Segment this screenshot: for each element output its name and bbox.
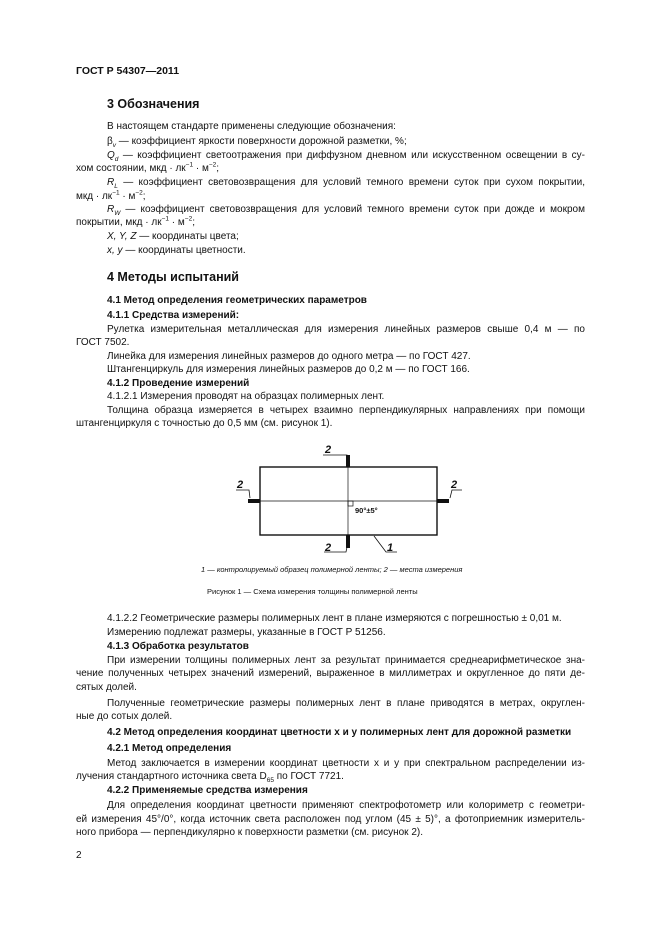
center-axis-lines bbox=[248, 455, 449, 548]
paragraph-4-1-2-1: 4.1.2.1 Измерения проводят на образцах полимерных лент. bbox=[107, 391, 385, 402]
page-number: 2 bbox=[76, 850, 82, 861]
paragraph-4-1-2-2: 4.1.2.2 Геометрические размеры полимерных лент в плане измеряются с погрешностью ± 0,01 м. bbox=[107, 613, 562, 624]
symbol-rw-line-1: $R_W$ — коэффициент световозвращения для условий темного времени суток при дожде и мокром bbox=[107, 204, 585, 217]
section-4-title: 4 Методы испытаний bbox=[107, 270, 239, 284]
label-1-bottom: 1 bbox=[387, 542, 394, 554]
paragraph-ruler-line-2: ГОСТ 7502. bbox=[76, 337, 130, 348]
paragraph-ruler-line-1: Рулетка измерительная металлическая для измерения линейных размеров свыше 0,4 м — по bbox=[107, 324, 585, 335]
symbol-xyz-line: X, Y, Z — координаты цвета; bbox=[107, 231, 239, 242]
section-3-title: 3 Обозначения bbox=[107, 97, 200, 111]
label-2-right: 2 bbox=[451, 479, 458, 491]
subsection-4-1-2: 4.1.2 Проведение измерений bbox=[107, 378, 250, 389]
label-2-left: 2 bbox=[237, 479, 244, 491]
paragraph-thickness-line-1: Толщина образца измеряется в четырех взаимно перпендикулярных направлениях при помощи bbox=[107, 405, 585, 416]
symbol-rl-line-1: $R_L$ — коэффициент световозвращения для условий темного времени суток при сухом покрытии, bbox=[107, 177, 585, 190]
section-3-intro: В настоящем стандарте применены следующие обозначения: bbox=[107, 121, 396, 132]
angle-label: 90°±5° bbox=[355, 506, 378, 515]
paragraph-average-line-1: При измерении толщины полимерных лент за результат принимается среднеарифметическое зна- bbox=[107, 655, 585, 666]
symbol-qd-line-1: $Q_d$ — коэффициент светоотражения при диффузном дневном или искусственном освещении в су- bbox=[107, 150, 585, 163]
paragraph-dimensions: Измерению подлежат размеры, указанные в ГОСТ Р 51256. bbox=[107, 627, 386, 638]
symbol-rl-line-2: мкд · $лк^{-1} \cdot м^{-2}$; bbox=[76, 189, 146, 202]
document-id: ГОСТ Р 54307—2011 bbox=[76, 65, 180, 77]
paragraph-method-line-2: лучения стандартного источника света $D_{65}$ по ГОСТ 7721. bbox=[76, 771, 344, 784]
paragraph-instruments-line-1: Для определения координат цветности применяют спектрофотометр или колориметр с геометри- bbox=[107, 800, 585, 811]
symbol-xy-line: x, y — координаты цветности. bbox=[107, 245, 246, 256]
paragraph-rounding-line-1: Полученные геометрические размеры полимерных лент в плане приводятся в метрах, округлен- bbox=[107, 698, 585, 709]
paragraph-average-line-3: сятых долей. bbox=[76, 682, 137, 693]
symbol-rw-line-2: покрытии, мкд · $лк^{-1} \cdot м^{-2}$; bbox=[76, 215, 195, 228]
subsection-4-2-2: 4.2.2 Применяемые средства измерения bbox=[107, 785, 308, 796]
paragraph-average-line-2: чение полученных четырех значений измерений, выраженное в миллиметрах и округленное до пяти де- bbox=[76, 668, 585, 679]
paragraph-rule-metre: Линейка для измерения линейных размеров до одного метра — по ГОСТ 427. bbox=[107, 351, 471, 362]
paragraph-instruments-line-2: ей измерения 45°/0°, когда источник света расположен под углом (45 ± 5)°, а фотоприемник измеритель- bbox=[76, 814, 585, 825]
right-angle-mark bbox=[348, 501, 353, 506]
paragraph-instruments-line-3: ного прибора — перпендикулярно к поверхности разметки (см. рисунок 2). bbox=[76, 827, 423, 838]
label-2-bottom: 2 bbox=[325, 542, 332, 554]
paragraph-thickness-line-2: штангенциркуля с точностью до 0,5 мм (см. рисунок 1). bbox=[76, 418, 333, 429]
subsection-4-2: 4.2 Метод определения координат цветности x и y полимерных лент для дорожной разметки bbox=[107, 727, 572, 738]
figure-1-legend: 1 — контролируемый образец полимерной ленты; 2 — места измерения bbox=[201, 565, 463, 574]
paragraph-rounding-line-2: ные до сотых долей. bbox=[76, 711, 173, 722]
figure-1-caption: Рисунок 1 — Схема измерения толщины полимерной ленты bbox=[207, 587, 418, 596]
subsection-4-1-1: 4.1.1 Средства измерений: bbox=[107, 310, 240, 321]
subsection-4-1-3: 4.1.3 Обработка результатов bbox=[107, 641, 249, 652]
paragraph-caliper: Штангенциркуль для измерения линейных размеров до 0,2 м — по ГОСТ 166. bbox=[107, 364, 470, 375]
label-2-top: 2 bbox=[325, 444, 332, 456]
subsection-4-2-1: 4.2.1 Метод определения bbox=[107, 743, 232, 754]
subsection-4-1: 4.1 Метод определения геометрических параметров bbox=[107, 295, 367, 306]
measurement-marks bbox=[248, 455, 449, 548]
symbol-beta-line: $\beta_v$ — коэффициент яркости поверхности дорожной разметки, %; bbox=[107, 136, 407, 149]
symbol-qd-line-2: хом состоянии, мкд · $лк^{-1} \cdot м^{-2}$; bbox=[76, 161, 220, 174]
paragraph-method-line-1: Метод заключается в измерении координат цветности x и y при спектральном распределении из- bbox=[107, 758, 585, 769]
